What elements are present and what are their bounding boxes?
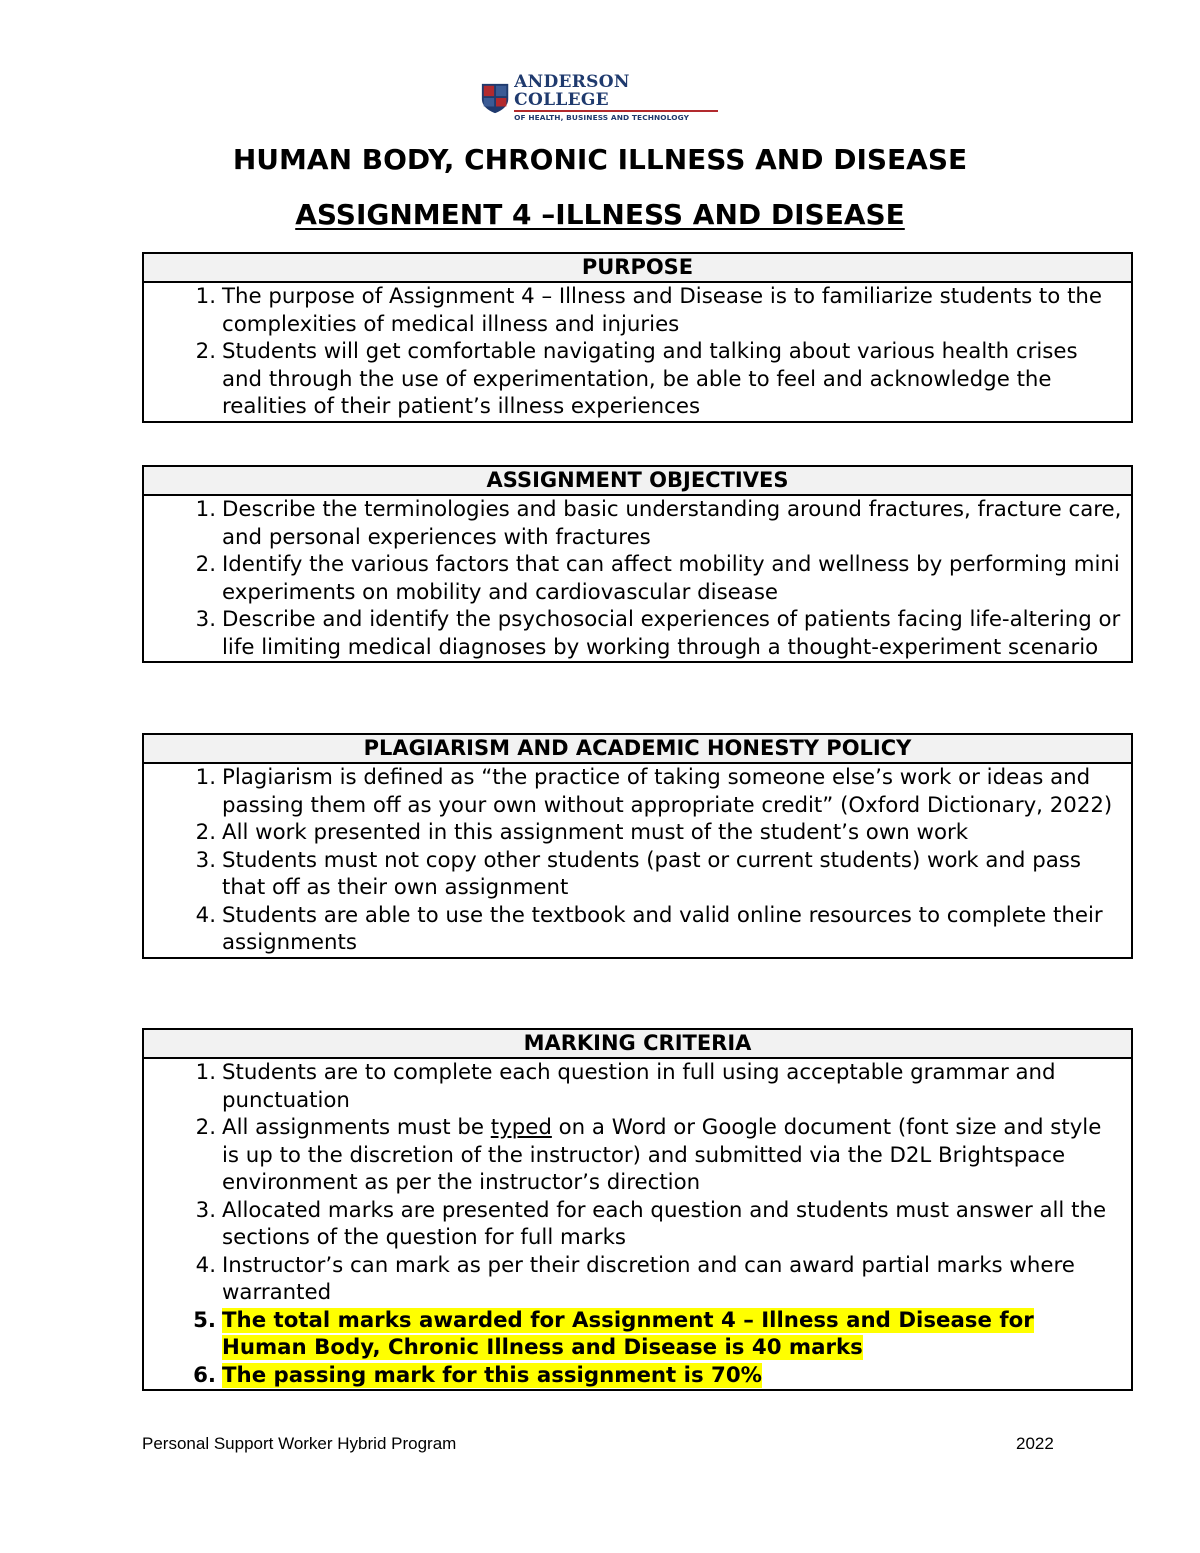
list-item: 2. All assignments must be typed on a Word or Google document (font size and style is up to the discretion of the instructor) and submitted via the D2L Brightspace environment as per the instructor’s direction [144,1114,1131,1197]
footer-year: 2022 [1016,1434,1054,1453]
item-text: The purpose of Assignment 4 – Illness and Disease is to familiarize students to the complexities of medical illness and injuries [222,284,1103,337]
item-text [222,1362,1131,1390]
list-item: 3. Students must not copy other students (past or current students) work and pass that off as their own assignment [144,847,1131,902]
list-item: 3. Allocated marks are presented for each question and students must answer all the sections of the question for full marks [144,1197,1131,1252]
logo-name: ANDERSON COLLEGE [514,72,630,110]
item-text-part: All assignments must be [222,1115,491,1140]
item-text-part: on a Word or Google document (font size and style is up to the discretion of the instructor) and submitted via the D2L Brightspace environment as per the instructor’s direction [222,1115,1102,1195]
highlighted-passing-mark: The passing mark for this assignment is 70% [222,1362,763,1388]
objectives-section [142,465,1133,663]
list-item: 6. The passing mark for this assignment is 70% [144,1362,1131,1390]
footer-program: Personal Support Worker Hybrid Program [142,1434,457,1453]
assignment-title: ASSIGNMENT 4 –ILLNESS AND DISEASE [295,198,905,231]
section-heading: ASSIGNMENT OBJECTIVES [144,467,1131,496]
highlighted-total-marks: The total marks awarded for Assignment 4 – Illness and Disease for Human Body, Chronic Illness and Disease is 40 marks [222,1307,1034,1360]
underlined-word: typed [490,1115,552,1140]
item-text [222,1307,1131,1362]
item-text: Students are able to use the textbook and valid online resources to complete their assignments [222,902,1103,955]
marking-criteria-section [142,1028,1133,1391]
list-item: 2. Students will get comfortable navigating and talking about various health crises and through the use of experimentation, be able to feel and acknowledge the realities of their patient’s illness experiences [144,338,1131,421]
item-text: Describe and identify the psychosocial experiences of patients facing life-altering or life limiting medical diagnoses by working through a thought-experiment scenario [222,607,1121,660]
item-text: Students are to complete each question in full using acceptable grammar and punctuation [222,1060,1056,1113]
section-heading: MARKING CRITERIA [144,1030,1131,1059]
list-item: 5. The total marks awarded for Assignment 4 – Illness and Disease for Human Body, Chronic Illness and Disease is 40 marks [144,1307,1131,1362]
item-text: Instructor’s can mark as per their discretion and can award partial marks where warranted [222,1252,1075,1305]
item-text: Plagiarism is defined as “the practice of taking someone else’s work or ideas and passing them off as your own without appropriate credit” (Oxford Dictionary, 2022) [222,765,1113,818]
item-text: Describe the terminologies and basic understanding around fractures, fracture care, and personal experiences with fractures [222,497,1122,550]
list-item: 1. The purpose of Assignment 4 – Illness and Disease is to familiarize students to the complexities of medical illness and injuries [144,283,1131,338]
list-item: 4. Instructor’s can mark as per their discretion and can award partial marks where warranted [144,1252,1131,1307]
purpose-section [142,252,1133,423]
college-logo [480,72,718,122]
item-text: All work presented in this assignment must of the student’s own work [222,820,969,845]
item-text: Identify the various factors that can affect mobility and wellness by performing mini experiments on mobility and cardiovascular disease [222,552,1120,605]
list-item: 1. Students are to complete each question in full using acceptable grammar and punctuation [144,1059,1131,1114]
list-item: 1. Plagiarism is defined as “the practice of taking someone else’s work or ideas and passing them off as your own without appropriate credit” (Oxford Dictionary, 2022) [144,764,1131,819]
list-item: 2. All work presented in this assignment must of the student’s own work [144,819,1131,847]
list-item: 1. Describe the terminologies and basic understanding around fractures, fracture care, and personal experiences with fractures [144,496,1131,551]
item-text: Allocated marks are presented for each question and students must answer all the sections of the question for full marks [222,1197,1107,1250]
section-heading: PLAGIARISM AND ACADEMIC HONESTY POLICY [144,735,1131,764]
list-item: 4. Students are able to use the textbook and valid online resources to complete their assignments [144,902,1131,957]
logo-subtitle: OF HEALTH, BUSINESS AND TECHNOLOGY [514,113,690,122]
list-item: 3. Describe and identify the psychosocial experiences of patients facing life-altering or life limiting medical diagnoses by working through a thought-experiment scenario [144,606,1131,661]
college-shield-icon [480,81,510,115]
item-text: Students will get comfortable navigating and talking about various health crises and through the use of experimentation, be able to feel and acknowledge the realities of their patient’s illness experiences [222,339,1078,419]
list-item: 2. Identify the various factors that can affect mobility and wellness by performing mini experiments on mobility and cardiovascular disease [144,551,1131,606]
plagiarism-section [142,733,1133,959]
item-text [222,1114,1131,1197]
item-text: Students must not copy other students (past or current students) work and pass that off as their own assignment [222,847,1081,900]
section-heading: PURPOSE [144,254,1131,283]
assignment-title-wrap [0,198,1200,231]
course-title: HUMAN BODY, CHRONIC ILLNESS AND DISEASE [232,143,968,176]
